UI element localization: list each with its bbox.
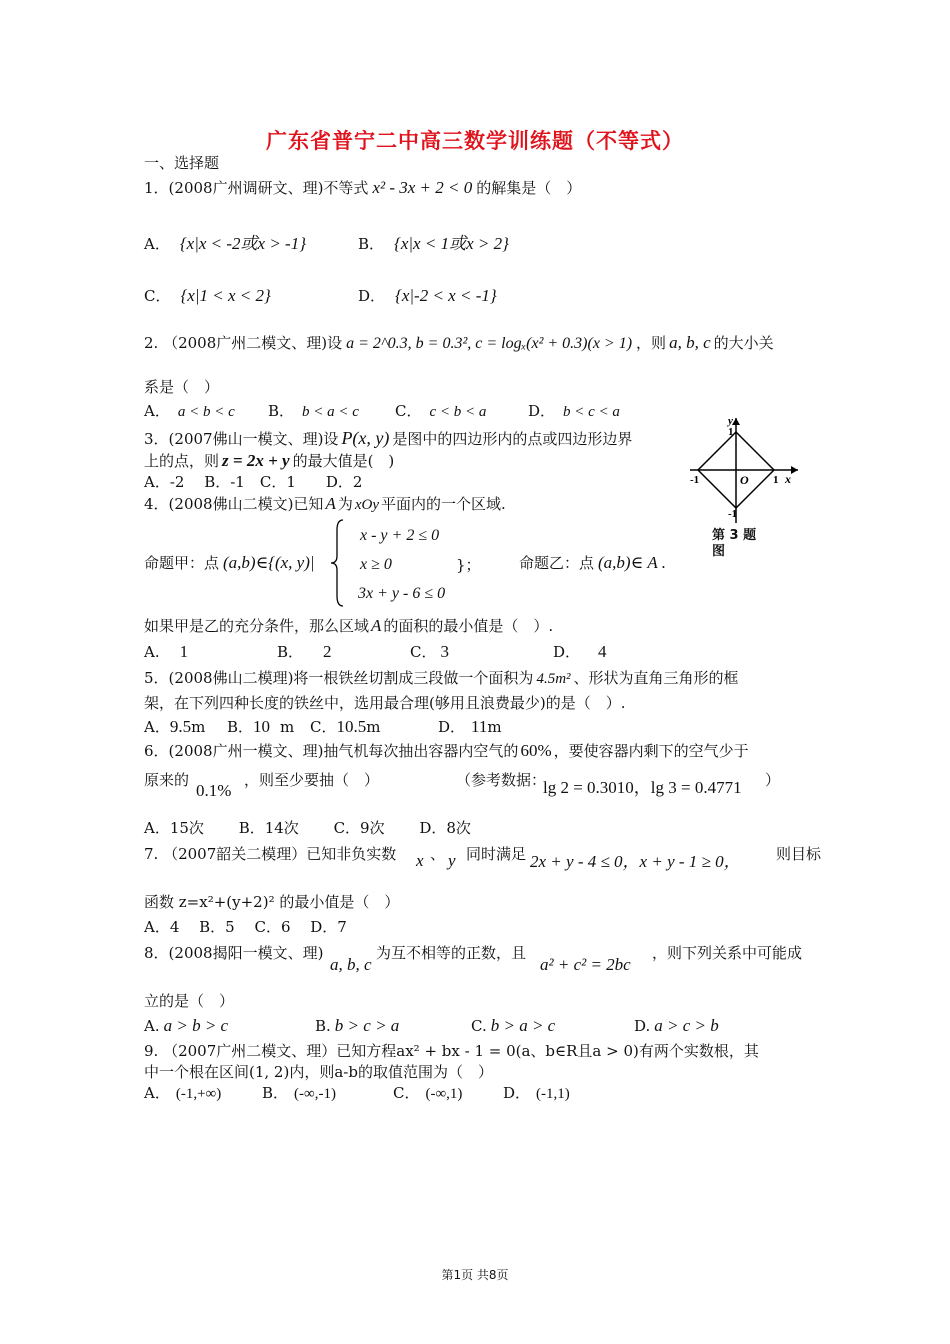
option-value: 10.5: [336, 717, 367, 736]
question-6: [144, 741, 749, 761]
q5-option-b: [227, 717, 294, 737]
question-6-percent2: 0.1%: [196, 781, 232, 800]
question-1-tail: 的解集是（ ）: [476, 179, 582, 197]
option-value: 9.5: [169, 717, 192, 736]
option-expr: (-1,+∞): [175, 1086, 222, 1102]
page-footer: 第1页 共8页: [441, 1268, 509, 1282]
option-label: C．: [410, 643, 437, 661]
question-6-line2: [144, 770, 189, 790]
option-label: C.: [471, 1017, 487, 1035]
q4-option-d: [553, 642, 607, 662]
question-4-mid: 为: [337, 495, 353, 513]
question-4-line3: [144, 616, 553, 636]
section-heading: 一、选择题: [144, 154, 220, 172]
q8-option-a: [144, 1016, 228, 1036]
question-2-tail2: 的大小关: [713, 334, 774, 352]
q4-option-c: [410, 642, 449, 662]
question-4-region: A: [325, 494, 336, 513]
question-8-tail: ，则下列关系中可能成: [652, 944, 803, 962]
option-label: A.: [144, 1017, 160, 1035]
q1-option-a: [144, 234, 306, 254]
option-expr: b < c < a: [563, 404, 620, 420]
question-4-text: 4．(2008佛山二模文)已知: [144, 495, 324, 513]
question-1-text: 1．(2008广州调研文、理)不等式: [144, 179, 369, 197]
q8-option-c: [471, 1016, 555, 1036]
option-label: D．: [438, 718, 466, 736]
option-label: B.: [315, 1017, 331, 1035]
option-label: A．: [144, 235, 170, 253]
question-3-line2b: 的最大值是( ): [292, 452, 395, 470]
question-9-line2: 中一个根在区间(1, 2)内，则a-b的取值范围为（ ）: [144, 1063, 493, 1081]
option-value: 4: [598, 642, 607, 661]
question-6-text: 6．(2008广州一模文、理)抽气机每次抽出容器内空气的: [144, 742, 519, 760]
q1-option-d: [358, 286, 497, 306]
question-4-region2: A: [371, 616, 382, 635]
question-8-line2: 立的是（ ）: [144, 992, 235, 1010]
option-value: 1: [179, 642, 189, 661]
question-5-text: 5．(2008佛山二模理)将一根铁丝切割成三段做一个面积为: [144, 669, 534, 687]
option-expr: b < a < c: [302, 404, 359, 420]
figure-caption-line2: 图: [712, 544, 726, 559]
question-1-expr: x² - 3x + 2 < 0: [372, 178, 473, 197]
option-label: D．: [503, 1084, 531, 1102]
question-4-line3a: 如果甲是乙的充分条件，那么区域: [144, 617, 370, 635]
question-7: [144, 844, 396, 864]
option-label: A．: [144, 718, 170, 736]
y-axis-arrow: [732, 418, 740, 425]
question-9: 9. （2007广州二模文、理）已知方程ax² + bx - 1 = 0(a、b∈R且a > 0)有两个实数根，其: [144, 1042, 759, 1060]
question-3-expr2: z = 2x + y: [222, 451, 290, 470]
question-3-line2: [144, 451, 394, 471]
option-label: A．: [144, 402, 170, 420]
question-5-expr: 4.5m²: [536, 671, 571, 687]
proposition-jia-label: 命题甲：点: [144, 554, 220, 572]
question-6-options: A．15次 B．14次 C．9次 D．8次: [144, 819, 471, 837]
question-7-x: x: [416, 851, 424, 870]
option-expr: b > c > a: [334, 1016, 400, 1035]
q9-option-d: [503, 1083, 570, 1104]
option-expr: (-1,1): [536, 1086, 570, 1102]
question-3-text: 3．(2007佛山一模文、理)设: [144, 430, 339, 448]
option-value: 2: [323, 642, 332, 661]
q2-option-b: [268, 401, 359, 422]
question-7-mid: 同时满足: [466, 845, 527, 863]
proposition-yi: [519, 553, 666, 573]
option-label: C．: [310, 718, 337, 736]
option-unit: m: [191, 718, 206, 736]
question-8: [144, 943, 323, 963]
q9-option-a: [144, 1083, 221, 1104]
option-unit: m: [366, 718, 381, 736]
constraint-2: x ≥ 0: [360, 556, 392, 573]
question-2-line2: 系是（ ）: [144, 378, 220, 396]
tick-left: -1: [690, 474, 700, 486]
option-expr: {x|1 < x < 2}: [180, 286, 271, 305]
option-expr: (-∞,-1): [294, 1086, 336, 1102]
question-4-plane: xOy: [354, 497, 379, 513]
question-1: [144, 178, 581, 198]
q8-option-d: [634, 1016, 719, 1036]
y-label: y: [728, 415, 733, 427]
question-3-line2a: 上的点，则: [144, 452, 220, 470]
option-expr: a > b > c: [163, 1016, 229, 1035]
tick-bottom: -1: [728, 508, 738, 520]
q4-option-a: [144, 642, 188, 662]
option-unit: m: [280, 718, 295, 736]
question-8-expr: a² + c² = 2bc: [540, 955, 631, 974]
q1-option-b: [358, 234, 509, 254]
page-title: 广东省普宁二中高三数学训练题（不等式）: [266, 129, 684, 153]
set-close: }；: [456, 556, 481, 574]
question-7-tail: 则目标: [776, 845, 822, 863]
question-2-tail: ，则: [636, 334, 667, 352]
q2-option-c: [395, 401, 486, 422]
proposition-yi-label: 命题乙：点: [519, 554, 595, 572]
question-7-sep: 、: [430, 845, 446, 863]
q8-option-b: [315, 1016, 399, 1036]
option-label: D.: [634, 1017, 651, 1035]
option-label: B．: [268, 402, 295, 420]
x-axis-arrow: [791, 466, 798, 474]
tick-right: 1: [773, 474, 779, 486]
q5-option-d: [438, 717, 502, 737]
option-label: A．: [144, 1084, 170, 1102]
option-label: D．: [358, 287, 386, 305]
option-label: C．: [144, 287, 171, 305]
question-7-y: y: [448, 851, 456, 870]
option-value: 3: [440, 642, 449, 661]
q1-option-c: [144, 286, 271, 306]
question-7-expr: 2x + y - 4 ≤ 0，x + y - 1 ≥ 0，: [530, 852, 741, 871]
question-7-line2: 函数 z=x²+(y+2)² 的最小值是（ ）: [144, 893, 400, 911]
option-label: B．: [358, 235, 385, 253]
option-expr: a > c > b: [654, 1016, 719, 1035]
question-3-expr: P(x, y): [341, 428, 390, 448]
question-3-tail: 是图中的四边形内的点或四边形边界: [392, 430, 633, 448]
proposition-yi-expr: (a,b)∈ A .: [598, 553, 666, 572]
option-expr: (-∞,1): [425, 1086, 463, 1102]
option-label: C．: [393, 1084, 420, 1102]
question-7-text: 7. （2007韶关二模理）已知非负实数: [144, 845, 397, 863]
q2-option-a: [144, 401, 235, 422]
option-label: C．: [395, 402, 422, 420]
q4-option-b: [277, 642, 332, 662]
question-5-tail: 、形状为直角三角形的框: [573, 669, 739, 687]
option-label: D．: [528, 402, 556, 420]
question-8-text: 8．(2008揭阳一模文、理): [144, 944, 324, 962]
origin-label: O: [740, 473, 749, 487]
tick-top: 1: [728, 426, 734, 438]
question-6-line2b: ，则至少要抽（ ）: [244, 771, 380, 789]
question-3: [144, 428, 632, 449]
option-label: B．: [277, 643, 304, 661]
constraint-1: x - y + 2 ≤ 0: [360, 527, 440, 544]
question-4-tail: 平面内的一个区域.: [381, 495, 506, 513]
question-2-text: 2. （2008广州二模文、理)设: [144, 334, 343, 352]
question-4: [144, 494, 506, 515]
question-6-tail: ，要使容器内剩下的空气少于: [553, 742, 749, 760]
figure-3-diamond: [690, 415, 800, 525]
question-8-vars: a, b, c: [330, 955, 372, 974]
option-label: B．: [262, 1084, 289, 1102]
question-6-ref-close: ）: [765, 771, 781, 789]
figure-caption: [712, 528, 756, 560]
question-2-expr: a = 2^0.3, b = 0.3², c = logₓ(x² + 0.3)(x > 1): [346, 335, 633, 352]
q9-option-b: [262, 1083, 336, 1104]
question-3-options: A．-2 B．-1 C．1 D．2: [144, 473, 363, 491]
option-label: D．: [553, 643, 581, 661]
question-6-ref: （参考数据：: [456, 771, 547, 789]
option-expr: {x|-2 < x < -1}: [395, 286, 497, 305]
question-2-vars: a, b, c: [669, 333, 711, 352]
option-value: 10: [253, 717, 271, 736]
option-value: 11: [471, 717, 488, 736]
option-expr: a < b < c: [177, 404, 235, 420]
question-6-lg-data: lg 2 = 0.3010，lg 3 = 0.4771: [543, 778, 742, 797]
question-6-percent: 60%: [520, 741, 552, 760]
q2-option-d: [528, 401, 620, 422]
question-5: [144, 668, 739, 689]
question-5-line2: 架，在下列四种长度的铁丝中，选用最合理(够用且浪费最少)的是（ ）.: [144, 694, 626, 712]
proposition-jia: [144, 553, 315, 573]
option-expr: {x|x < 1或x > 2}: [394, 234, 509, 253]
question-2: [144, 333, 774, 354]
question-7-options: A．4 B．5 C．6 D．7: [144, 918, 347, 936]
option-expr: c < b < a: [429, 404, 487, 420]
question-4-line3b: 的面积的最小值是（ ）.: [383, 617, 554, 635]
question-6-line2a: 原来的: [144, 771, 190, 789]
constraint-3: 3x + y - 6 ≤ 0: [358, 585, 446, 602]
option-label: B．: [227, 718, 254, 736]
option-expr: {x|x < -2或x > -1}: [179, 234, 307, 253]
option-label: A.: [144, 643, 160, 661]
figure-caption-line1: 第 3 题: [712, 528, 757, 543]
option-unit: m: [487, 718, 502, 736]
q5-option-c: [310, 717, 380, 737]
option-expr: b > a > c: [490, 1016, 556, 1035]
proposition-jia-set: (a,b)∈{(x, y)|: [223, 553, 315, 572]
q9-option-c: [393, 1083, 462, 1104]
x-label: x: [785, 472, 791, 486]
q5-option-a: [144, 717, 205, 737]
question-8-mid: 为互不相等的正数，且: [376, 944, 527, 962]
